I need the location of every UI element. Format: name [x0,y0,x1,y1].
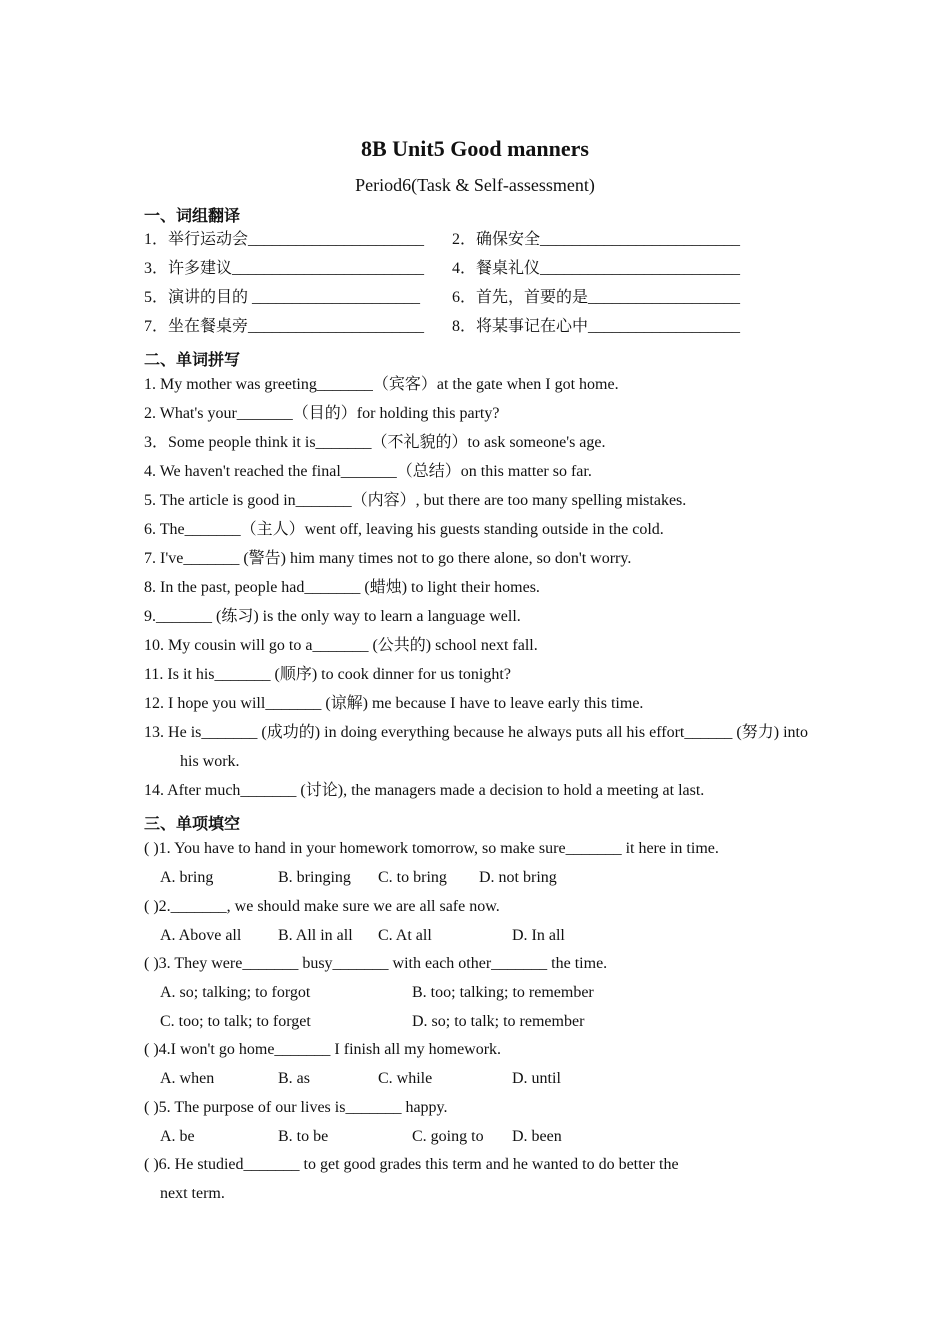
spelling-item [144,718,808,776]
option-d: D. so; to talk; to remember [412,1013,585,1030]
spelling-item: 10. My cousin will go to a_______ (公共的) school next fall. [144,637,538,654]
spelling-item: 9._______ (练习) is the only way to learn a language well. [144,608,521,625]
phrase-item: 3．许多建议________________________ [144,260,425,277]
option-b: B. as [278,1070,310,1087]
page-subtitle: Period6(Task & Self-assessment) [355,175,595,195]
option-a: A. Above all [160,927,242,944]
option-d: D. until [512,1070,561,1087]
phrase-item: 7．坐在餐桌旁______________________ [144,318,425,335]
spelling-item: 7. I've_______ (警告) him many times not to go there alone, so don't worry. [144,550,632,567]
option-c: C. At all [378,927,432,944]
spelling-item: 5. The article is good in_______（内容）, but there are too many spelling mistakes. [144,492,687,509]
question-stem: ( )6. He studied_______ to get good grades this term and he wanted to do better the [144,1156,679,1173]
spelling-item: 12. I hope you will_______ (谅解) me because I have to leave early this time. [144,695,644,712]
option-a: A. when [160,1070,215,1087]
spelling-item: 11. Is it his_______ (顺序) to cook dinner for us tonight? [144,666,511,683]
option-c: C. too; to talk; to forget [160,1013,311,1030]
phrase-item: 5．演讲的目的 _____________________ [144,289,421,306]
page-title: 8B Unit5 Good manners [361,136,589,161]
phrase-item: 4．餐桌礼仪_________________________ [452,260,741,277]
spelling-item: 4. We haven't reached the final_______（总结）on this matter so far. [144,463,592,480]
option-c: C. to bring [378,869,447,886]
question-stem: ( )2._______, we should make sure we are all safe now. [144,898,500,915]
phrase-item: 8．将某事记在心中___________________ [452,318,741,335]
question-stem: ( )5. The purpose of our lives is_______ happy. [144,1099,448,1116]
option-b: B. All in all [278,927,353,944]
spelling-item: 3．Some people think it is_______（不礼貌的）to ask someone's age. [144,434,606,451]
option-a: A. be [160,1128,195,1145]
section-heading-word-spelling: 二、单词拼写 [144,350,241,369]
spelling-item: 1. My mother was greeting_______（宾客）at the gate when I got home. [144,376,619,393]
option-c: C. while [378,1070,433,1087]
spelling-item: 14. After much_______ (讨论), the managers made a decision to hold a meeting at last. [144,782,705,799]
spelling-item: 2. What's your_______（目的）for holding this party? [144,405,500,422]
question-stem: ( )4.I won't go home_______ I finish all my homework. [144,1041,502,1058]
spelling-item-text: 13. He is_______ (成功的) in doing everything because he always puts all his effort______ (努力) into his work. [144,724,808,770]
phrase-item: 2．确保安全_________________________ [452,231,741,248]
section-heading-phrase-translation: 一、词组翻译 [144,206,241,225]
option-a: A. so; talking; to forgot [160,984,311,1001]
phrase-item: 6．首先，首要的是___________________ [452,289,741,306]
question-stem: ( )3. They were_______ busy_______ with each other_______ the time. [144,955,608,972]
option-b: B. too; talking; to remember [412,984,594,1001]
question-stem: ( )1. You have to hand in your homework tomorrow, so make sure_______ it here in time. [144,840,719,857]
option-d: D. In all [512,927,565,944]
option-d: D. not bring [479,869,557,886]
option-b: B. to be [278,1128,329,1145]
question-stem-continuation: next term. [160,1185,225,1202]
spelling-item: 8. In the past, people had_______ (蜡烛) to light their homes. [144,579,540,596]
section-heading-multiple-choice: 三、单项填空 [144,814,241,833]
option-d: D. been [512,1128,562,1145]
spelling-item: 6. The_______（主人）went off, leaving his guests standing outside in the cold. [144,521,664,538]
option-b: B. bringing [278,869,351,886]
option-c: C. going to [412,1128,484,1145]
option-a: A. bring [160,869,214,886]
phrase-item: 1．举行运动会______________________ [144,231,425,248]
